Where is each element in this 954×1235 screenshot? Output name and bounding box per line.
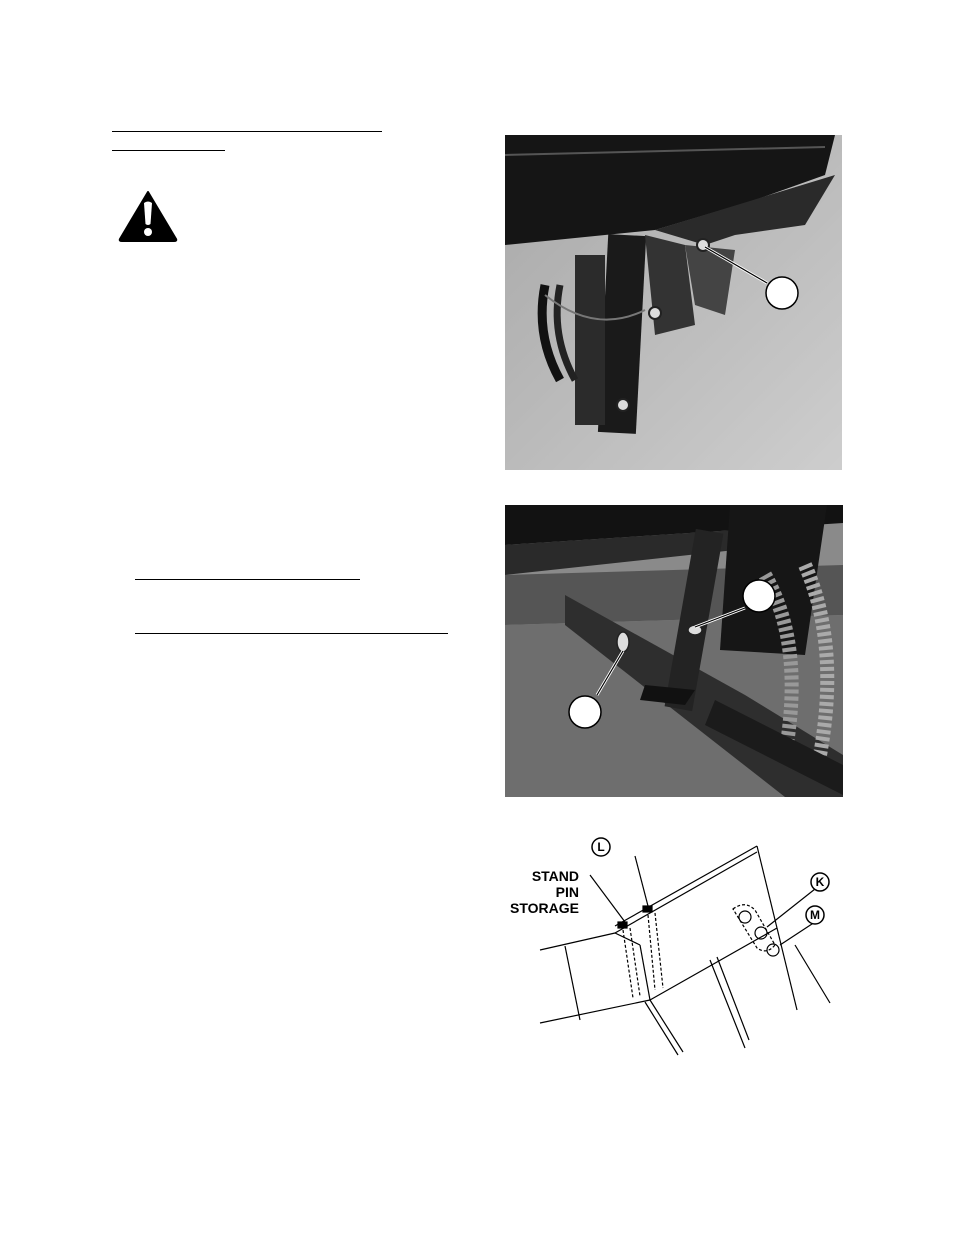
section-heading-underline-1	[112, 131, 382, 132]
label-line-storage: STORAGE	[510, 900, 579, 916]
label-line-pin: PIN	[555, 884, 579, 900]
callout-l: L	[597, 840, 605, 854]
photo-stand-pin	[505, 505, 843, 797]
stand-pin-storage-diagram	[505, 830, 850, 1060]
warning-triangle-icon	[118, 190, 178, 242]
label-line-stand: STAND	[531, 868, 579, 884]
callout-m: M	[810, 908, 820, 922]
photo-header-underside	[505, 135, 842, 470]
section-heading-underline-2	[112, 150, 225, 151]
step-underline-1	[135, 579, 360, 580]
step-underline-2	[135, 633, 448, 634]
stand-pin-storage-label	[505, 868, 579, 916]
callout-k: K	[815, 875, 825, 889]
